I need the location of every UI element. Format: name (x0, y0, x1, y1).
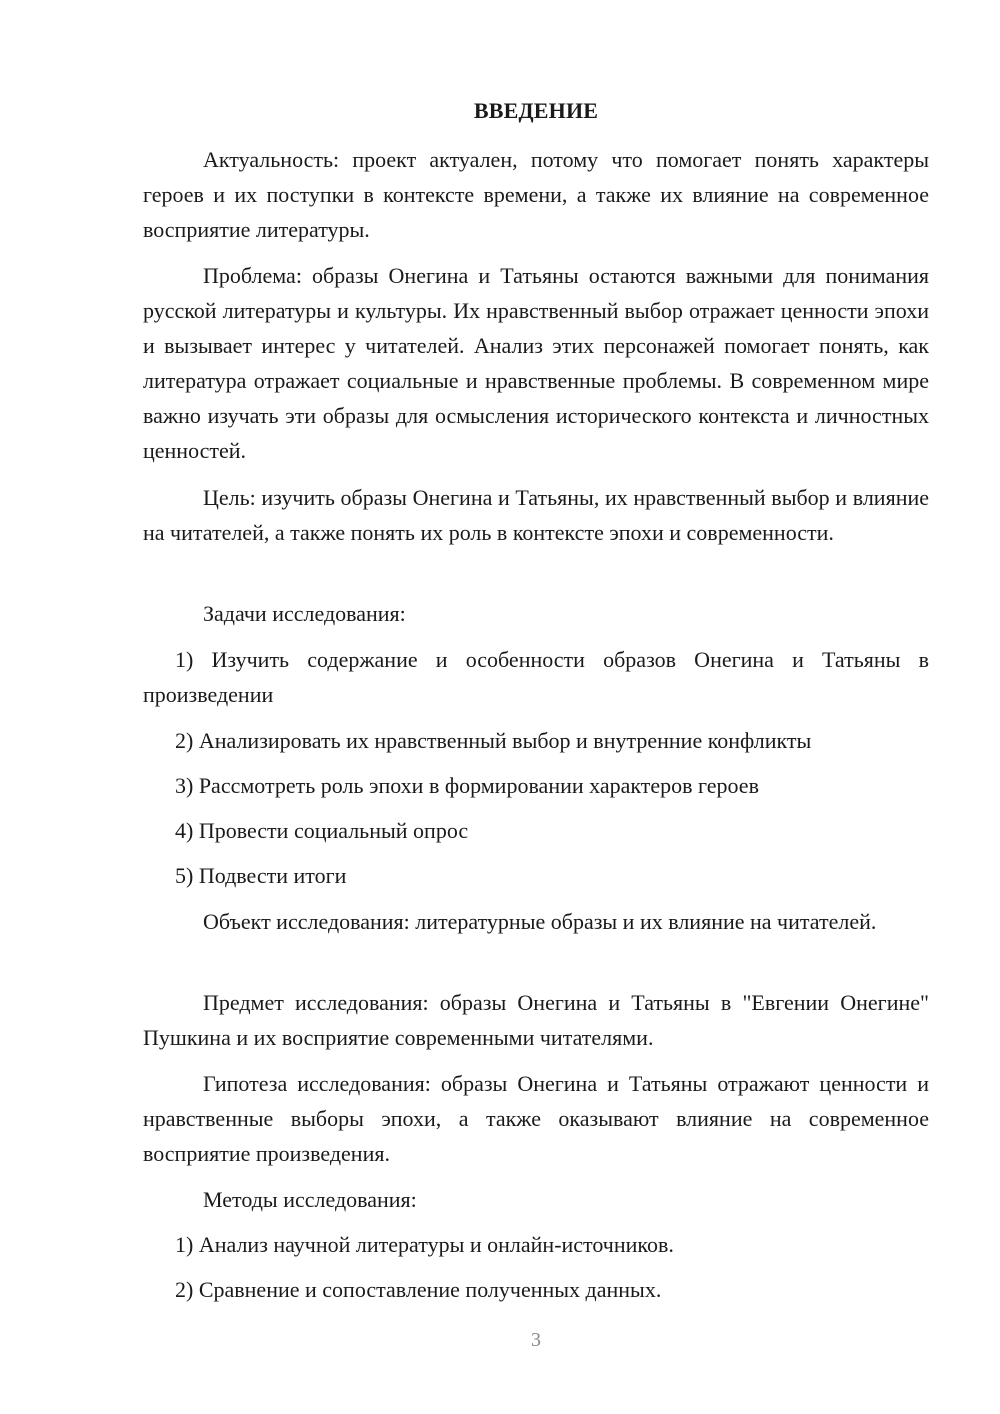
tasks-heading: Задачи исследования: (203, 601, 406, 626)
task-item: 4) Провести социальный опрос (175, 818, 469, 843)
task-item: 3) Рассмотреть роль эпохи в формировании характеров героев (175, 773, 759, 798)
method-item: 2) Сравнение и сопоставление полученных данных. (175, 1277, 662, 1302)
relevance-paragraph: Актуальность: проект актуален, потому что помогает понять характеры героев и их поступки в контексте времени, а также их влияние на современное восприятие литературы. (143, 147, 929, 242)
hypothesis-paragraph: Гипотеза исследования: образы Онегина и Татьяны отражают ценности и нравственные выборы эпохи, а также оказывают влияние на современное восприятие произведения. (143, 1071, 929, 1166)
page-title: ВВЕДЕНИЕ (473, 98, 599, 123)
object-paragraph: Объект исследования: литературные образы и их влияние на читателей. (203, 909, 877, 934)
method-item: 1) Анализ научной литературы и онлайн-источников. (175, 1232, 674, 1257)
problem-paragraph: Проблема: образы Онегина и Татьяны остаются важными для понимания русской литературы и культуры. Их нравственный выбор отражает ценности эпохи и вызывает интерес у читателей. Анализ этих персонажей помогает понять, как литература отражает социальные и нравственные проблемы. В современном мире важно изучать эти образы для осмысления исторического контекста и личностных ценностей. (143, 263, 929, 463)
methods-heading: Методы исследования: (203, 1187, 417, 1212)
page-number: 3 (531, 1329, 541, 1351)
task-item: 5) Подвести итоги (175, 863, 347, 888)
task-item: 1) Изучить содержание и особенности образов Онегина и Татьяны в произведении (143, 647, 929, 707)
goal-paragraph: Цель: изучить образы Онегина и Татьяны, их нравственный выбор и влияние на читателей, а также понять их роль в контексте эпохи и современности. (143, 485, 929, 545)
task-item: 2) Анализировать их нравственный выбор и внутренние конфликты (175, 728, 812, 753)
subject-paragraph: Предмет исследования: образы Онегина и Татьяны в "Евгении Онегине" Пушкина и их восприятие современными читателями. (143, 990, 929, 1050)
